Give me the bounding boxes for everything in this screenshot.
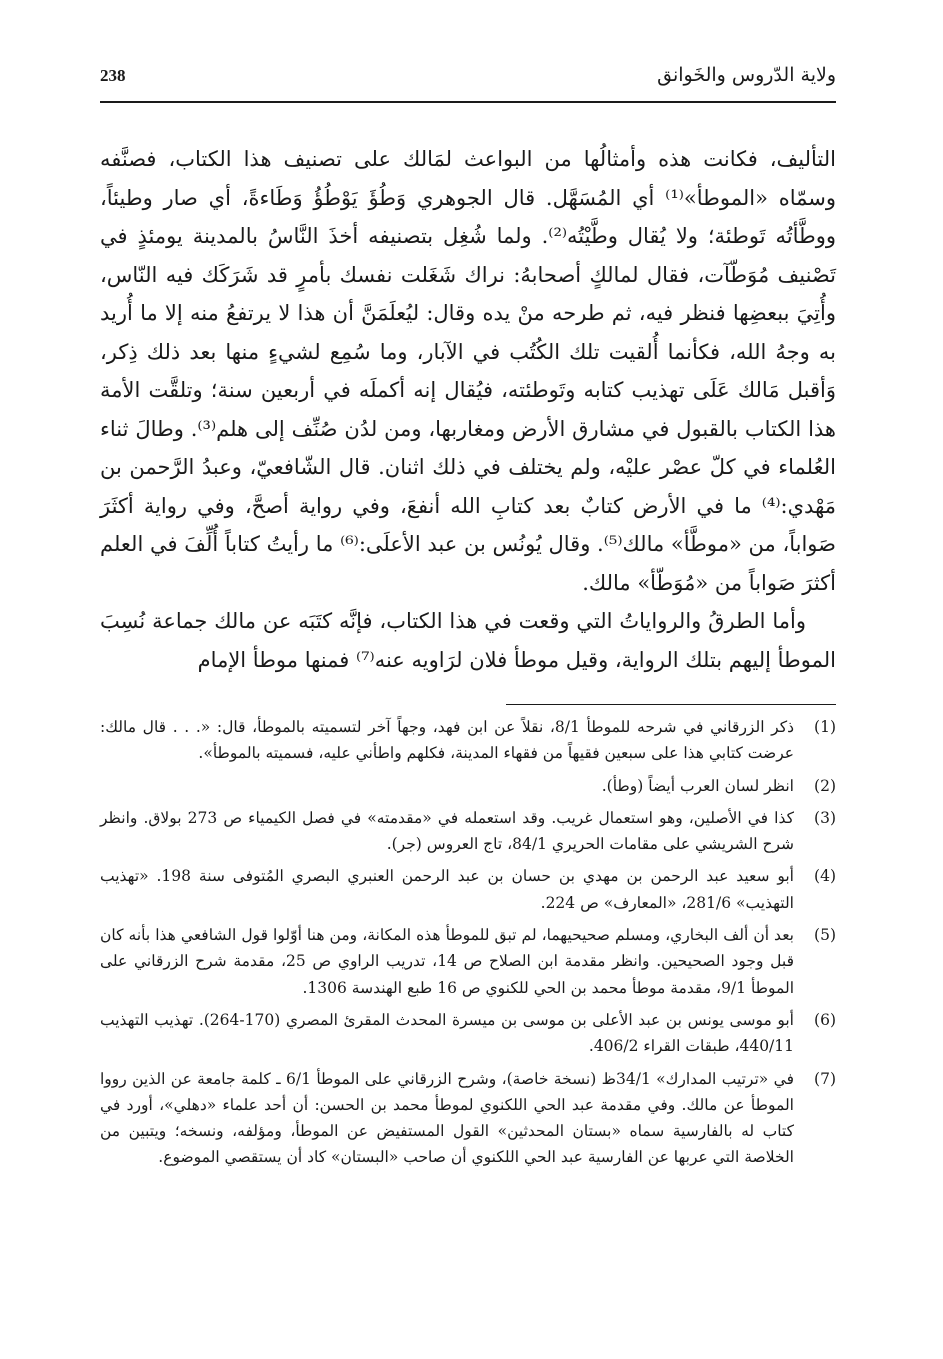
footnote-text: كذا في الأصلين، وهو استعمال غريب. وقد استعمله في «مقدمته» في فصل الكيمياء ص 273 بولاق. وانظر شرح الشريشي على مقامات الحريري 84/1، تاج العروس (جر).	[100, 808, 794, 854]
footnote-text: انظر لسان العرب أيضاً (وطأ).	[601, 776, 794, 795]
footnote-number: (6)	[814, 1010, 836, 1029]
footnote-text: ذكر الزرقاني في شرحه للموطأ 8/1، نقلاً عن ابن فهد، وجهاً آخر لتسميته بالموطأ، قال: «. . . قال مالك: عرضت كتابي هذا على سبعين فقيهاً من فقهاء المدينة، فكلهم واطأني عليه، فسميته بالموطأ».	[100, 718, 794, 763]
running-head	[100, 64, 836, 98]
footnote	[100, 714, 836, 767]
footnote-number: (1)	[814, 718, 836, 736]
footnote-text: أبو موسى يونس بن عبد الأعلى بن موسى بن ميسرة المحدث المقرئ المصري (170-264). تهذيب التهذيب 440/11، طبقات القراء 406/2.	[100, 1010, 794, 1056]
page-number: 238	[100, 66, 126, 85]
footnotes	[100, 708, 836, 1171]
footnote	[100, 805, 836, 858]
footnote	[100, 1007, 836, 1060]
footnote	[100, 863, 836, 916]
body-paragraph: وأما الطرقُ والرواياتُ التي وقعت في هذا الكتاب، فإنَّه كتَبَه عن مالك جماعة نُسِبَ الموطأ إليهم بتلك الرواية، وقيل موطأ فلان لرَاويه عنه⁽⁷⁾ فمنها موطأ الإمام	[100, 609, 836, 672]
footnote-number: (5)	[814, 926, 836, 945]
footnote	[100, 1066, 836, 1171]
footnote-number: (3)	[814, 808, 836, 827]
footnote-text: في «ترتيب المدارك» 34/1ظ (نسخة خاصة)، وشرح الزرقاني على الموطأ 6/1 ـ كلمة جامعة عن الذين رووا الموطأ عن مالك. وفي مقدمة عبد الحي اللكنوي لموطأ محمد بن الحسن: أن أحد علماء «دهلي»، أورد في كتاب له بالفارسية سماه «بستان المحدثين» القول المستفيض عن الموطأ، ومؤلفه، ونسخه؛ ويتبين من الخلاصة التي عربها عن الفارسية عبد الحي اللكنوي أن صاحب «البستان» كاد أن يستقصي الموضوع.	[100, 1069, 794, 1167]
footnote-number: (2)	[814, 776, 836, 795]
footnote-separator	[506, 704, 836, 705]
footnote-text: بعد أن ألف البخاري، ومسلم صحيحيهما، لم تبق للموطأ هذه المكانة، ومن هنا أوّلوا قول الشافعي هذا بأنه كان قبل وجود الصحيحين. وانظر مقدمة ابن الصلاح ص 14، تدريب الراوي ص 25، مقدمة شرح الزرقاني على الموطأ 9/1، مقدمة موطأ محمد بن الحي للكنوي ص 16 طبع الهندسة 1306.	[100, 926, 794, 997]
footnote-number: (4)	[814, 867, 836, 886]
footnote	[100, 922, 836, 1001]
footnote-number: (7)	[814, 1069, 836, 1088]
main-text	[100, 140, 836, 679]
body-paragraph: التأليف، فكانت هذه وأمثالُها من البواعث لمَالك على تصنيف هذا الكتاب، فصنَّفه وسمّاه «الموطأ»⁽¹⁾ أي المُسَهَّل. قال الجوهري وَطُؤَ يَوْطُؤُ وَطَاءةً، أي صار وطيئاً، ووطَّأتُه تَوطئة؛ ولا يُقال وطَّيْتُه⁽²⁾. ولما شُغِل بتصنيفه أخذَ النَّاسُ بالمدينة يومئذٍ في تَصْنيف مُوَطّآت، فقال لمالكٍ أصحابهُ: نراك شَغَلت نفسك بأمرٍ قد شَرَكَك فيه النّاس، وأُتِيَ ببعضِها فنظر فيه، ثم طرحه منْ يده وقال: ليُعلَمَنَّ أن هذا لا يرتفعُ منه إلا ما أُريد به وجهُ الله، فكأنما أُلقيت تلك الكُتُب في الآبار، وما سُمِع لشيءٍ منها بعد ذلك ذِكر، وَأقبل مَالك عَلَى تهذيب كتابه وتَوطئته، فيُقال إنه أكملَه في أربعين سنة؛ وتلقَّت الأمة هذا الكتاب بالقبول في مشارق الأرض ومغاربها، ومن لدُن صُنِّف إلى هلم⁽³⁾. وطالَ ثناء العُلماء في كلّ عصْر عليْه، ولم يختلف في ذلك اثنان. قال الشّافعيّ، وعبدُ الرَّحمن بن مَهْدي:⁽⁴⁾ ما في الأرض كتابٌ بعد كتابِ الله أنفعَ، وفي رواية أصحَّ، وفي رواية أكثَرَ صَواباً، من «موطَّأ» مالك⁽⁵⁾. وقال يُونُس بن عبد الأعلَى:⁽⁶⁾ ما رأيتُ كتاباً أُلِّفَ في العلم أكثرَ صَواباً من «مُوَطّأ» مالك.	[100, 147, 836, 595]
running-title: ولاية الدّروس والخَوانق	[657, 64, 836, 86]
header-rule	[100, 101, 836, 103]
footnote-text: أبو سعيد عبد الرحمن بن مهدي بن حسان بن عبد الرحمن العنبري البصري المُتوفى سنة 198. «تهذيب التهذيب» 281/6، «المعارف» ص 224.	[100, 867, 794, 912]
footnote	[100, 773, 836, 799]
